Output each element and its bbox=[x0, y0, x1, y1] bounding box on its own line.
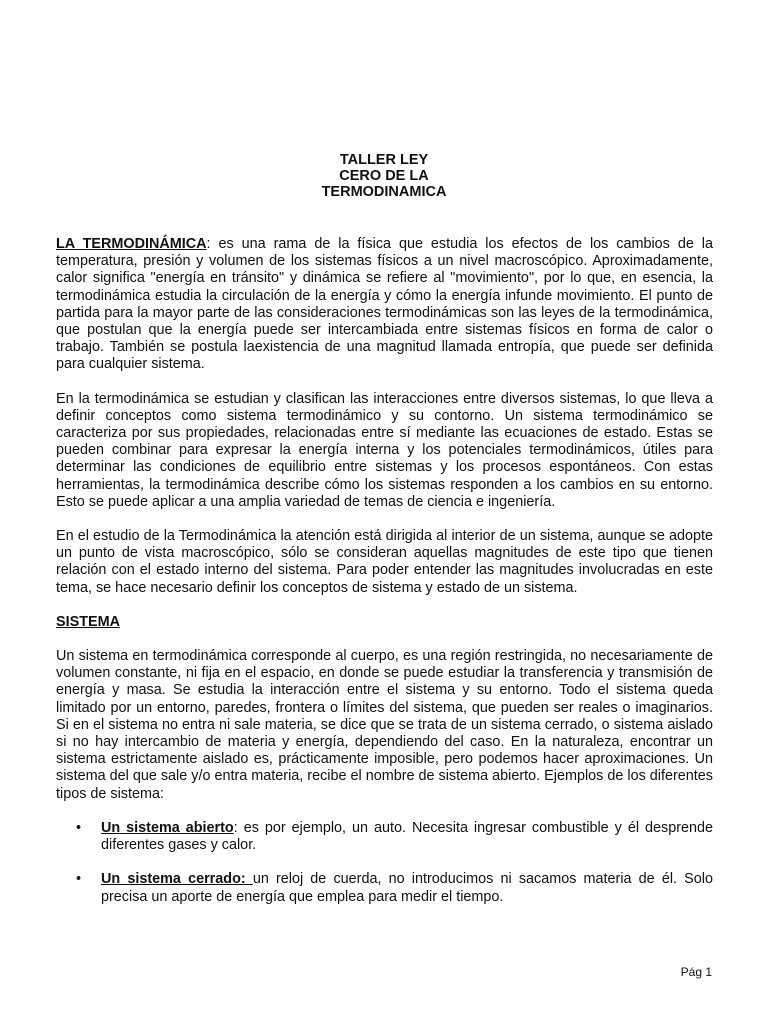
document-body bbox=[56, 236, 713, 923]
list-item bbox=[56, 871, 713, 905]
intro-text: : es una rama de la física que estudia los efectos de los cambios de la temperatura, presión y volumen de los sistemas físicos a un nivel macroscópico. Aproximadamente, calor significa "energía en tránsito" y dinámica se refiere al "movimiento", por lo que, en esencia, la termodinámica estudia la circulación de la energía y cómo la energía infunde movimiento. El punto de partida para la mayor parte de las consideraciones termodinámicas son las leyes de la termodinámica, que postulan que la energía puede ser intercambiada entre sistemas físicos en forma de calor o trabajo. También se postula laexistencia de una magnitud llamada entropía, que puede ser definida para cualquier sistema. bbox=[56, 236, 713, 373]
bullet-icon: • bbox=[76, 871, 82, 888]
list-item bbox=[56, 820, 713, 854]
document-title bbox=[0, 152, 768, 200]
bullet-term: Un sistema cerrado: bbox=[101, 871, 253, 888]
title-line-3: TERMODINAMICA bbox=[321, 184, 447, 200]
section-paragraph: Un sistema en termodinámica corresponde al cuerpo, es una región restringida, no necesariamente de volumen constante, ni fija en el espacio, en donde se puede estudiar la transferencia y transmisión de energía y masa. Se estudia la interacción entre el sistema y su entorno. Todo el sistema queda limitado por un entorno, paredes, frontera o límites del sistema, que pueden ser reales o imaginarios. Si en el sistema no entra ni sale materia, se dice que se trata de un sistema cerrado, o sistema aislado si no hay intercambio de materia y energía, dependiendo del caso. En la naturaleza, encontrar un sistema estrictamente aislado es, prácticamente imposible, pero podemos hacer aproximaciones. Un sistema del que sale y/o entra materia, recibe el nombre de sistema abierto. Ejemplos de los diferentes tipos de sistema: bbox=[56, 648, 713, 802]
intro-paragraph bbox=[56, 236, 713, 374]
bullet-list bbox=[56, 820, 713, 906]
intro-term: LA TERMODINÁMICA bbox=[56, 236, 207, 252]
paragraph-2: En la termodinámica se estudian y clasifican las interacciones entre diversos sistemas, lo que lleva a definir conceptos como sistema termodinámico y su contorno. Un sistema termodinámico se caracteriza por sus propiedades, relacionadas entre sí mediante las ecuaciones de estado. Estas se pueden combinar para expresar la energía interna y los potenciales termodinámicos, útiles para determinar las condiciones de equilibrio entre sistemas y los procesos espontáneos. Con estas herramientas, la termodinámica describe cómo los sistemas responden a los cambios en su entorno. Esto se puede aplicar a una amplia variedad de temas de ciencia e ingeniería. bbox=[56, 390, 713, 510]
bullet-icon: • bbox=[76, 819, 82, 836]
title-line-2: CERO DE LA bbox=[339, 168, 429, 184]
page-number: Pág 1 bbox=[680, 965, 712, 979]
section-heading-sistema: SISTEMA bbox=[56, 613, 120, 630]
bullet-term: Un sistema abierto bbox=[101, 819, 234, 836]
bullet-text: : es por ejemplo, un auto. Necesita ingresar combustible y él desprende diferentes gases y calor. bbox=[101, 819, 713, 854]
bullet-text: un reloj de cuerda, no introducimos ni sacamos materia de él. Solo precisa un aporte de energía que emplea para medir el tiempo. bbox=[101, 871, 713, 905]
paragraph-3: En el estudio de la Termodinámica la atención está dirigida al interior de un sistema, aunque se adopte un punto de vista macroscópico, sólo se consideran aquellas magnitudes de este tipo que tienen relación con el estado interno del sistema. Para poder entender las magnitudes involucradas en este tema, se hace necesario definir los conceptos de sistema y estado de un sistema. bbox=[56, 528, 713, 596]
title-line-1: TALLER LEY bbox=[339, 152, 429, 168]
